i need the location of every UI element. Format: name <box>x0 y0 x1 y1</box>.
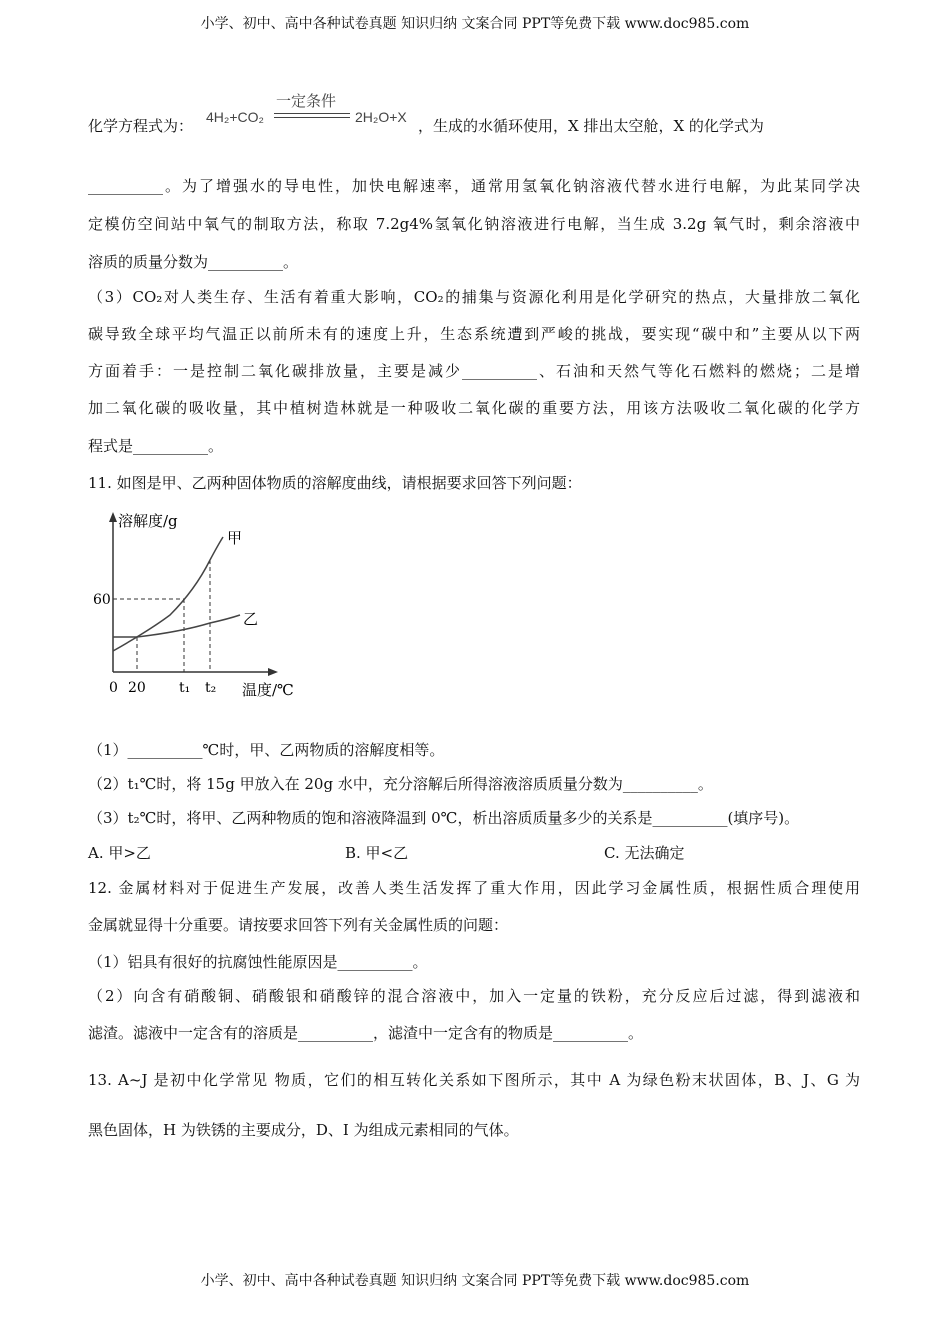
text-line: （2）向含有硝酸铜、硝酸银和硝酸锌的混合溶液中，加入一定量的铁粉，充分反应后过滤，得到滤液和 <box>88 987 860 1005</box>
equation-prefix: 化学方程式为： <box>88 117 194 135</box>
text-line: 定模仿空间站中氧气的制取方法，称取 7.2g4%氢氧化钠溶液进行电解，当生成 3.2g 氧气时，剩余溶液中 <box>88 215 860 233</box>
legend-yi: 乙 <box>243 610 259 628</box>
x-tick-t2: t₂ <box>205 680 217 696</box>
text-line: 方面着手：一是控制二氧化碳排放量，主要是减少__________、石油和天然气等化石燃料的燃烧；二是增 <box>88 362 860 380</box>
equation-reactants: 4H₂+CO₂ <box>206 109 264 125</box>
equation-condition: 一定条件 <box>276 92 337 110</box>
text-line: 金属就显得十分重要。请按要求回答下列有关金属性质的问题： <box>88 916 509 934</box>
legend-jia: 甲 <box>227 529 243 547</box>
y-tick-60: 60 <box>93 592 111 608</box>
option-a: A. 甲>乙 <box>88 844 151 862</box>
text-line: __________。为了增强水的导电性，加快电解速率，通常用氢氧化钠溶液代替水进行电解，为此某同学决 <box>88 177 860 195</box>
x-tick-t1: t₁ <box>179 680 191 696</box>
option-b: B. 甲<乙 <box>345 844 409 862</box>
question-12: 12. 金属材料对于促进生产发展，改善人类生活发挥了重大作用，因此学习金属性质，根据性质合理使用 <box>88 879 860 897</box>
equation-suffix: ，生成的水循环使用，X 排出太空舱，X 的化学式为 <box>418 117 764 135</box>
y-axis-arrow <box>109 512 117 522</box>
x-axis-arrow <box>268 668 278 676</box>
text-line: （1）铝具有很好的抗腐蚀性能原因是__________。 <box>88 953 428 971</box>
question-13: 13. A~J 是初中化学常见 物质，它们的相互转化关系如下图所示，其中 A 为绿色粉末状固体，B、J、G 为 <box>88 1071 860 1089</box>
text-line: （3）t₂℃时，将甲、乙两种物质的饱和溶液降温到 0℃，析出溶质质量多少的关系是__________(填序号)。 <box>88 809 800 827</box>
text-line: 滤渣。滤液中一定含有的溶质是__________，滤渣中一定含有的物质是__________。 <box>88 1024 644 1042</box>
page-header: 小学、初中、高中各种试卷真题 知识归纳 文案合同 PPT等免费下载 www.doc985.com <box>200 16 750 32</box>
text-line: 碳导致全球平均气温正以前所未有的速度上升，生态系统遭到严峻的挑战，要实现“碳中和”主要从以下两 <box>88 325 860 343</box>
page-footer: 小学、初中、高中各种试卷真题 知识归纳 文案合同 PPT等免费下载 www.doc985.com <box>200 1273 750 1289</box>
text-line: （2）t₁℃时，将 15g 甲放入在 20g 水中，充分溶解后所得溶液溶质质量分数为__________。 <box>88 775 713 793</box>
text-line: 溶质的质量分数为__________。 <box>88 253 299 271</box>
option-c: C. 无法确定 <box>604 844 685 862</box>
equation-products: 2H₂O+X <box>355 109 407 125</box>
question-11: 11. 如图是甲、乙两种固体物质的溶解度曲线，请根据要求回答下列问题： <box>88 474 582 492</box>
x-label: 温度/℃ <box>242 681 294 699</box>
text-line: 程式是__________。 <box>88 437 224 455</box>
text-line: 黑色固体，H 为铁锈的主要成分，D、I 为组成元素相同的气体。 <box>88 1121 519 1139</box>
text-line: （1）__________℃时，甲、乙两物质的溶解度相等。 <box>88 741 445 759</box>
series-jia <box>113 537 223 651</box>
x-tick-20: 20 <box>128 680 146 696</box>
y-label: 溶解度/g <box>118 512 178 530</box>
text-line: 加二氧化碳的吸收量，其中植树造林就是一种吸收二氧化碳的重要方法，用该方法吸收二氧化碳的化学方 <box>88 399 860 417</box>
x-tick-0: 0 <box>109 680 118 696</box>
series-yi <box>113 615 240 637</box>
text-line: （3）CO₂对人类生存、生活有着重大影响，CO₂的捕集与资源化利用是化学研究的热点，大量排放二氧化 <box>88 288 860 306</box>
